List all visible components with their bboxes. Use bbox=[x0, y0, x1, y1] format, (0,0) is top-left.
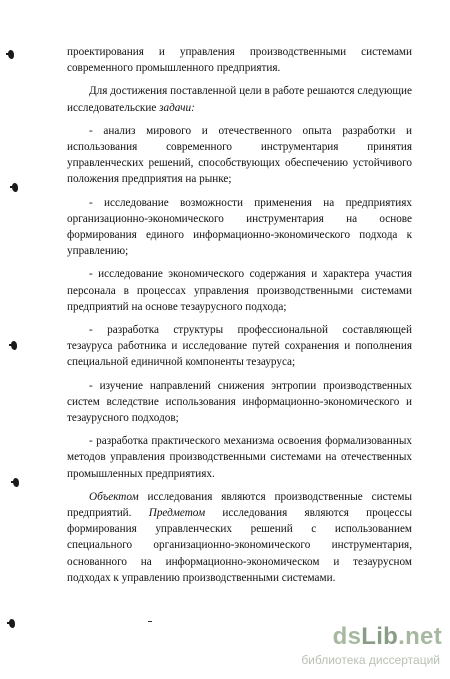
paragraph bbox=[67, 83, 412, 115]
list-item: - исследование возможности применения на предприятиях организационно-экономического инструментария на основе формирования единого информационно-экономического подхода к управлению; bbox=[67, 196, 412, 258]
paragraph-text: Для достижения поставленной цели в работе решаются следующие исследовательские bbox=[67, 85, 412, 114]
paragraph-text: исследования являются процессы формирования управленческих решений с использованием специального организационно-экономического инструментария, основанного на информационно-экономическом и тезаурусном подходах к управлению производственными системами. bbox=[67, 507, 412, 584]
scan-speck-3 bbox=[11, 341, 17, 350]
list-item: - изучение направлений снижения энтропии производственных систем вследствие использования информационно-экономического и тезаурусного подходов; bbox=[67, 379, 412, 425]
scan-speck-1 bbox=[8, 50, 14, 59]
subject-label: Предметом bbox=[148, 507, 206, 520]
list-item: - анализ мирового и отечественного опыта разработки и использования современного инструментария принятия управленческих решений, способствующих обеспечению устойчивого положения предприятия на рынке; bbox=[67, 124, 412, 186]
page-number-mark bbox=[148, 621, 152, 622]
list-item: - исследование экономического содержания и характера участия персонала в процессах управления производственными системами предприятий на основе тезаурусного подхода; bbox=[67, 268, 412, 313]
watermark-lib: Lib bbox=[361, 623, 399, 650]
scan-speck-5 bbox=[9, 619, 15, 628]
list-item: - разработка структуры профессиональной составляющей тезауруса работника и исследование путей сохранения и пополнения специальной единичной компоненты тезауруса; bbox=[67, 324, 412, 369]
watermark-ds: ds bbox=[332, 623, 362, 650]
object-label: Объектом bbox=[89, 490, 139, 503]
watermark-net: .net bbox=[398, 623, 442, 650]
watermark-subtitle: библиотека диссертаций bbox=[301, 653, 440, 667]
watermark-logo bbox=[333, 623, 442, 651]
scan-speck-4 bbox=[13, 478, 19, 487]
paragraph: проектирования и управления производственными системами современного промышленного предприятия. bbox=[67, 46, 412, 75]
watermark bbox=[267, 623, 442, 671]
list-item: - разработка практического механизма освоения формализованных методов управления производственными системами на отечественных промышленных предприятиях. bbox=[67, 435, 412, 480]
body-text bbox=[67, 44, 412, 586]
emphasis-text: задачи: bbox=[159, 101, 195, 114]
paragraph bbox=[67, 489, 412, 586]
scan-speck-2 bbox=[12, 183, 18, 192]
paragraph-text: исследования являются производственные системы предприятий. bbox=[67, 490, 412, 520]
